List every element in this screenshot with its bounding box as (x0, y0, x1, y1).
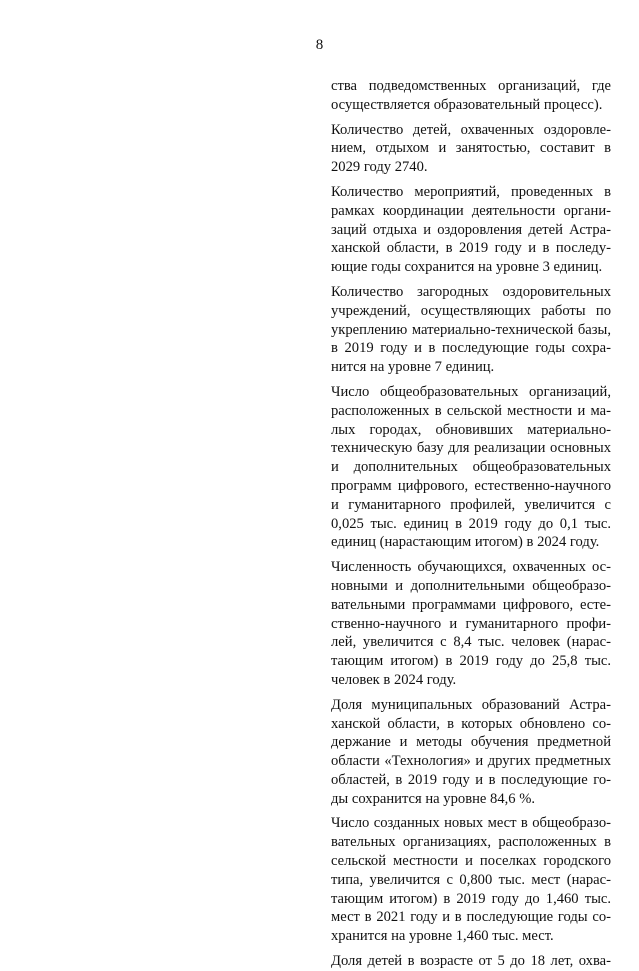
text-line: и гуманитарного профилей, увеличится с (331, 496, 611, 513)
text-line: техническую базу для реализации основных (331, 440, 611, 457)
text-line: типа, увеличится с 0,800 тыс. мест (нарас- (331, 871, 611, 888)
text-line: Численность обучающихся, охваченных ос- (331, 559, 611, 576)
text-line: новными и дополнительными общеобразо- (331, 577, 611, 594)
text-line: человек в 2024 году. (331, 671, 457, 688)
paragraph (331, 558, 611, 690)
paragraph (331, 952, 611, 971)
text-line: программ цифрового, естественно-научного (331, 477, 611, 494)
text-line: заций отдыха и оздоровления детей Астра- (331, 221, 611, 238)
text-line: Доля детей в возрасте от 5 до 18 лет, охва- (331, 953, 611, 970)
text-line: Число общеобразовательных организаций, (331, 383, 611, 400)
text-line: 0,025 тыс. единиц в 2019 году до 0,1 тыс. (331, 515, 611, 532)
text-line: ственно-научного и гуманитарного профи- (331, 615, 611, 632)
text-line: и дополнительных общеобразовательных (331, 459, 611, 476)
text-line: осуществляется образовательный процесс). (331, 96, 603, 113)
text-line: сельской местности и поселках городского (331, 853, 611, 870)
text-line: мест в 2021 году и в последующие годы со- (331, 909, 611, 926)
text-line: ханской области, в 2019 году и в последу- (331, 240, 611, 257)
text-line: единиц (нарастающим итогом) в 2024 году. (331, 534, 600, 551)
text-line: лых городах, обновивших материально- (331, 421, 611, 438)
text-line: укреплению материально-технической базы, (331, 321, 611, 338)
text-line: нится на уровне 7 единиц. (331, 359, 495, 376)
text-line: Количество загородных оздоровительных (331, 283, 611, 300)
paragraph (331, 696, 611, 809)
text-line: учреждений, осуществляющих работы по (331, 302, 611, 319)
paragraph (331, 77, 611, 115)
text-line: 2029 году 2740. (331, 159, 428, 176)
text-line: тающим итогом) в 2019 году до 25,8 тыс. (331, 653, 611, 670)
text-line: в 2019 году и в последующие годы сохра- (331, 340, 611, 357)
text-column (331, 77, 611, 971)
paragraph (331, 121, 611, 177)
text-line: лей, увеличится с 8,4 тыс. человек (нарас- (331, 634, 611, 651)
text-line: нием, отдыхом и занятостью, составит в (331, 140, 611, 157)
text-line: вательных организациях, расположенных в (331, 834, 611, 851)
text-line: ства подведомственных организаций, где (331, 78, 611, 94)
text-line: Количество детей, охваченных оздоровле- (331, 121, 611, 138)
text-line: Число созданных новых мест в общеобразо- (331, 815, 611, 832)
text-line: ханской области, в которых обновлено со- (331, 715, 611, 732)
text-line: Количество мероприятий, проведенных в (331, 183, 611, 200)
paragraph (331, 283, 611, 377)
text-line: областей, в 2019 году и в последующие го- (331, 771, 611, 788)
paragraph (331, 814, 611, 946)
paragraph (331, 383, 611, 552)
text-line: тающим итогом) в 2019 году до 1,460 тыс. (331, 890, 611, 907)
page-number: 8 (315, 37, 324, 53)
text-line: вательными программами цифрового, есте- (331, 596, 611, 613)
text-line: рамках координации деятельности органи- (331, 202, 611, 219)
text-line: ды сохранится на уровне 84,6 %. (331, 790, 536, 807)
text-line: хранится на уровне 1,460 тыс. мест. (331, 928, 554, 945)
text-line: расположенных в сельской местности и ма- (331, 402, 611, 419)
text-line: области «Технология» и других предметных (331, 753, 611, 770)
text-line: ющие годы сохранится на уровне 3 единиц. (331, 259, 603, 276)
text-line: Доля муниципальных образований Астра- (331, 696, 611, 713)
text-line: держание и методы обучения предметной (331, 734, 611, 751)
paragraph (331, 183, 611, 277)
